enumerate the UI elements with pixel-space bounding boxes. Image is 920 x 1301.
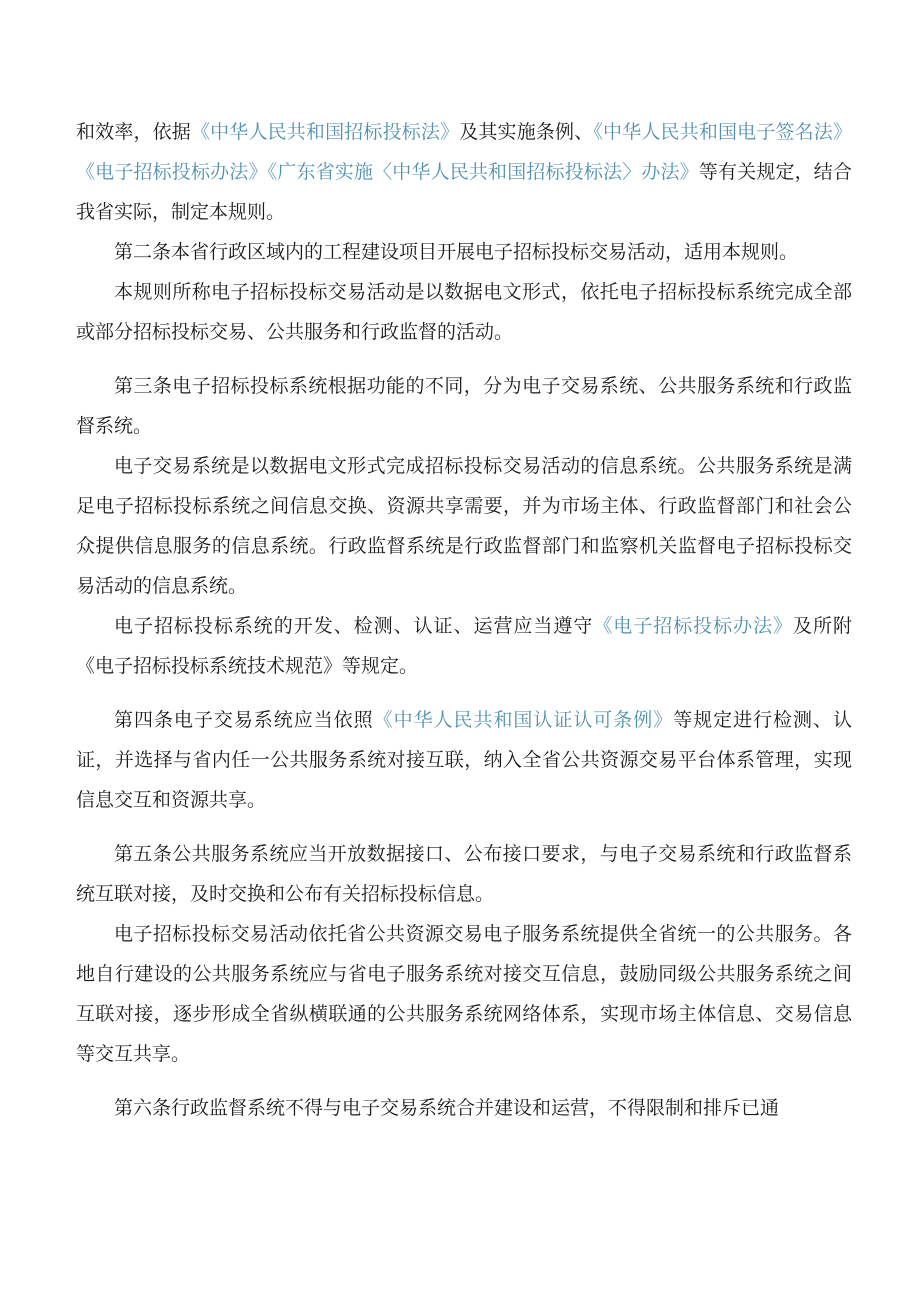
paragraph-1: [76, 112, 852, 232]
law-link-e-signature-law[interactable]: 《中华人民共和国电子签名法》: [593, 121, 852, 143]
text: 电子招标投标交易活动依托省公共资源交易电子服务系统提供全省统一的公共服务。各地自行建设的公共服务系统应与省电子服务系统对接交互信息，鼓励同级公共服务系统之间互联对接，逐步形成全省纵横联通的公共服务系统网络体系，实现市场主体信息、交易信息等交互共享。: [76, 923, 852, 1065]
text: 和效率，依据: [76, 121, 191, 143]
law-link-e-bidding-measures[interactable]: 《电子招标投标办法》: [76, 161, 268, 183]
law-link-certification-regulations[interactable]: 《中华人民共和国认证认可条例》: [373, 709, 674, 731]
text: 等规定进行检测、认证，并选择与省内任一公共服务系统对接互联，纳入全省公共资源交易平台体系管理，实现信息交互和资源共享。: [76, 709, 852, 811]
law-link-bidding-law[interactable]: 《中华人民共和国招标投标法》: [190, 121, 460, 143]
text: 第三条电子招标投标系统根据功能的不同，分为电子交易系统、公共服务系统和行政监督系统。: [76, 375, 852, 437]
text: 第四条电子交易系统应当依照: [114, 709, 374, 731]
law-link-guangdong-measures[interactable]: 《广东省实施〈中华人民共和国招标投标法〉办法》: [267, 161, 699, 183]
text: 电子交易系统是以数据电文形式完成招标投标交易活动的信息系统。公共服务系统是满足电子招标投标系统之间信息交换、资源共享需要，并为市场主体、行政监督部门和社会公众提供信息服务的信息系统。行政监督系统是行政监督部门和监察机关监督电子招标投标交易活动的信息系统。: [76, 455, 852, 597]
paragraph-article-5: [76, 834, 852, 914]
text: 本规则所称电子招标投标交易活动是以数据电文形式，依托电子招标投标系统完成全部或部分招标投标交易、公共服务和行政监督的活动。: [76, 281, 852, 343]
text: 第五条公共服务系统应当开放数据接口、公布接口要求，与电子交易系统和行政监督系统互联对接，及时交换和公布有关招标投标信息。: [76, 843, 852, 905]
text: 及其实施条例、: [459, 121, 594, 143]
paragraph-9: [76, 914, 852, 1074]
text: 等有关规定，结合我省实际，制定本规则。: [76, 161, 852, 223]
paragraph-article-2: [76, 232, 852, 272]
paragraph-5: [76, 446, 852, 606]
paragraph-article-4: [76, 700, 852, 820]
paragraph-article-6: [76, 1088, 852, 1128]
paragraph-3: [76, 272, 852, 352]
text: 电子招标投标系统的开发、检测、认证、运营应当遵守: [114, 615, 594, 637]
text: 及所附《电子招标投标系统技术规范》等规定。: [76, 615, 852, 677]
paragraph-6: [76, 606, 852, 686]
document-body: [76, 112, 852, 1128]
law-link-e-bidding-measures-2[interactable]: 《电子招标投标办法》: [593, 615, 794, 637]
paragraph-article-3: [76, 366, 852, 446]
text: 第六条行政监督系统不得与电子交易系统合并建设和运营，不得限制和排斥已通: [114, 1097, 780, 1119]
text: 第二条本省行政区域内的工程建设项目开展电子招标投标交易活动，适用本规则。: [114, 241, 799, 263]
